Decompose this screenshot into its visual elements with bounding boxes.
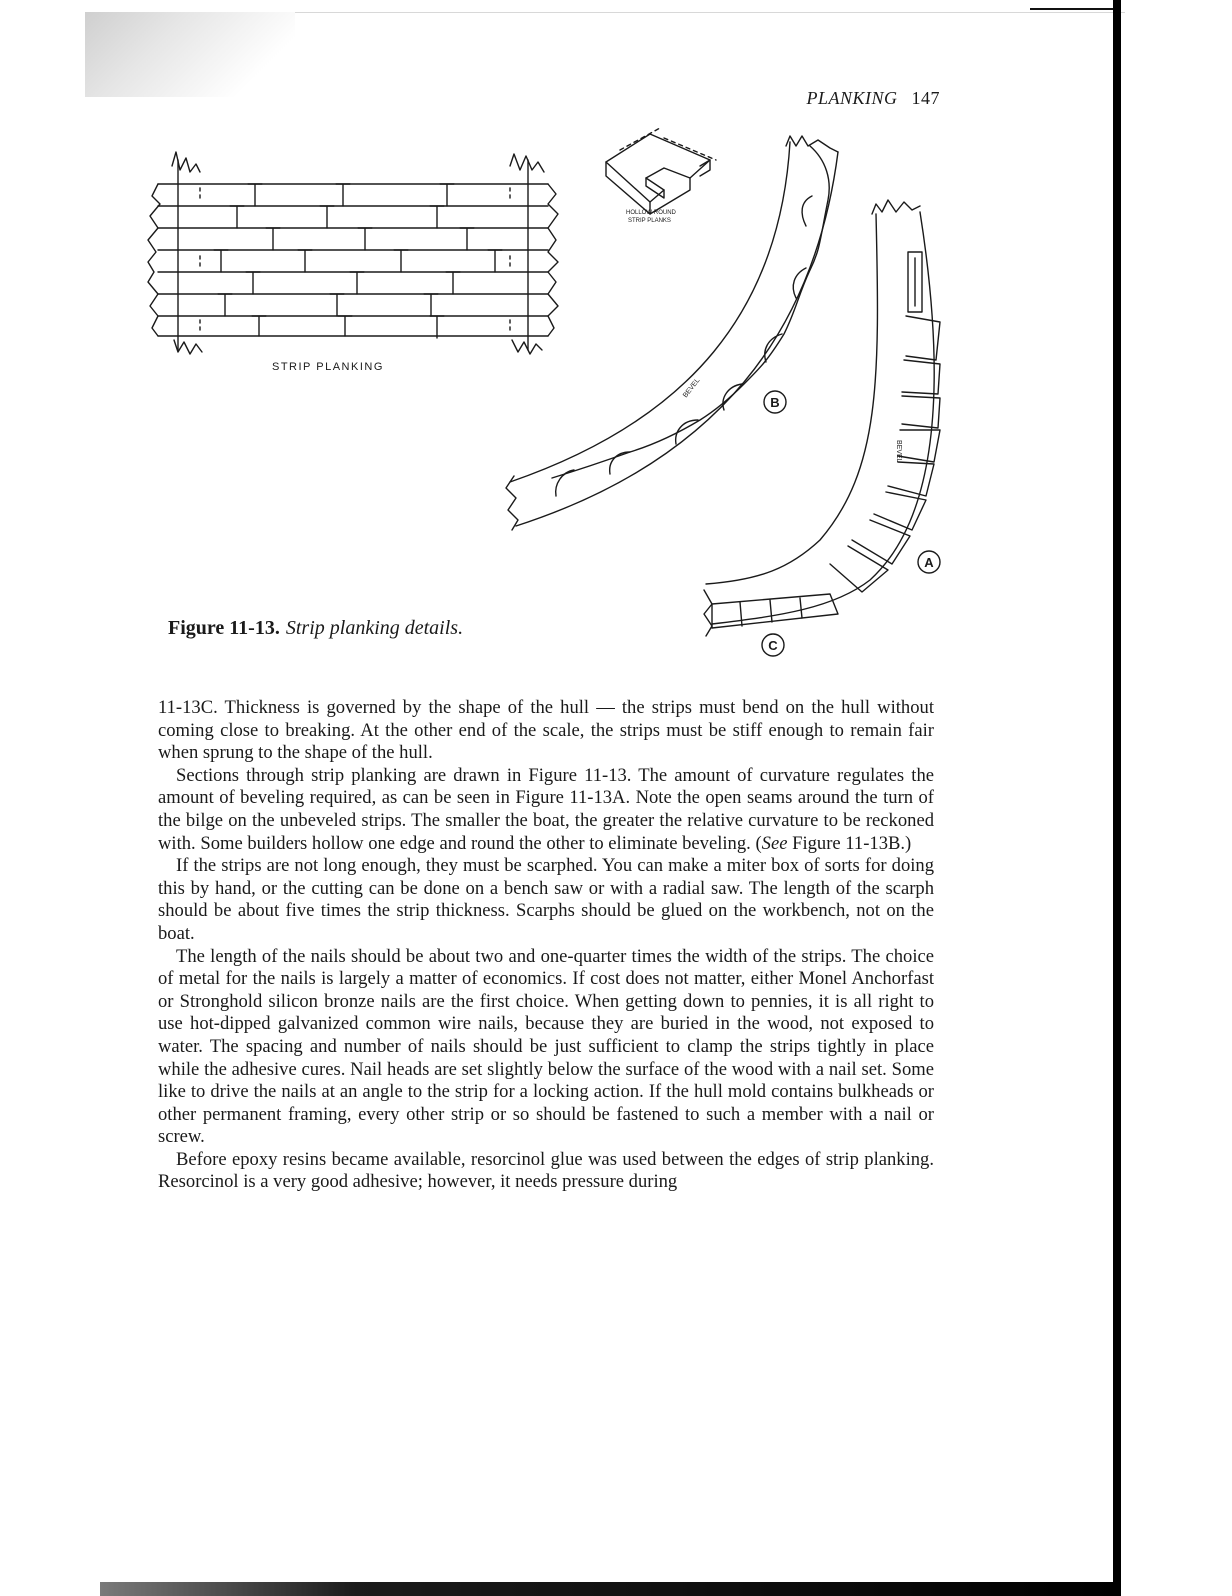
strip-planks-label: STRIP PLANKS (628, 218, 671, 224)
paragraph-2-end: Figure 11-13B.) (787, 832, 912, 854)
strip-planking-label: STRIP PLANKING (272, 361, 384, 373)
callout-b-label: B (770, 395, 780, 410)
strip-planking-figure (0, 0, 1232, 700)
paragraph-2-see: See (761, 832, 788, 854)
hollow-round-strip-sketch (606, 128, 716, 214)
paragraph-4: The length of the nails should be about two and one-quarter times the width of the strips. The choice of metal for the nails is largely a matter of economics. If cost does not matter, either Monel Anchorfast or Stronghold silicon bronze nails are the first choice. When getting down to pennies, it is all right to use hot-dipped galvanized common wire nails, because they are buried in the wood, not exposed to water. The spacing and number of nails should be just sufficient to clamp the strips tightly in place while the adhesive cures. Nail heads are set slightly below the surface of the wood with a nail set. Some like to drive the nails at an angle to the strip for a locking action. If the hull mold contains bulkheads or other permanent framing, every other strip or so should be fastened to such a member with a nail or screw. (158, 945, 934, 1148)
paragraph-2 (158, 765, 934, 855)
strip-planking-panel (148, 152, 558, 354)
scan-bottom-edge (100, 1582, 1121, 1596)
bevel-label-a: BEVEL (895, 440, 902, 463)
running-title: PLANKING (806, 88, 898, 108)
bevel-label-b: BEVEL (682, 377, 702, 400)
figure-caption (168, 617, 463, 640)
callout-a-label: A (924, 555, 934, 570)
section-a-drawing (706, 200, 940, 624)
page-number: 147 (911, 88, 940, 108)
caption-number: Figure 11-13. (168, 617, 280, 639)
body-text (158, 697, 934, 1194)
paragraph-1: 11-13C. Thickness is governed by the shape of the hull — the strips must bend on the hull without coming close to breaking. At the other end of the scale, the strips must be stiff enough to remain fair when sprung to the shape of the hull. (158, 697, 934, 764)
hollow-round-label: HOLLOW-ROUND (626, 210, 676, 216)
paragraph-3: If the strips are not long enough, they must be scarphed. You can make a miter box of sorts for doing this by hand, or the cutting can be done on a bench saw or with a radial saw. The length of the scarph should be about five times the strip thickness. Scarphs should be glued on the workbench, not on the boat. (158, 855, 934, 944)
caption-text: Strip planking details. (285, 617, 464, 639)
callout-c-label: C (768, 638, 778, 653)
section-c-drawing (704, 590, 838, 636)
paragraph-5: Before epoxy resins became available, resorcinol glue was used between the edges of strip planking. Resorcinol is a very good adhesive; however, it needs pressure during (158, 1148, 934, 1193)
paragraph-2-text: Sections through strip planking are drawn in Figure 11-13. The amount of curvature regulates the amount of beveling required, as can be seen in Figure 11-13A. Note the open seams around the turn of the bilge on the unbeveled strips. The smaller the boat, the greater the relative curvature to be reckoned with. Some builders hollow one edge and round the other to eliminate beveling. ( (158, 764, 934, 854)
